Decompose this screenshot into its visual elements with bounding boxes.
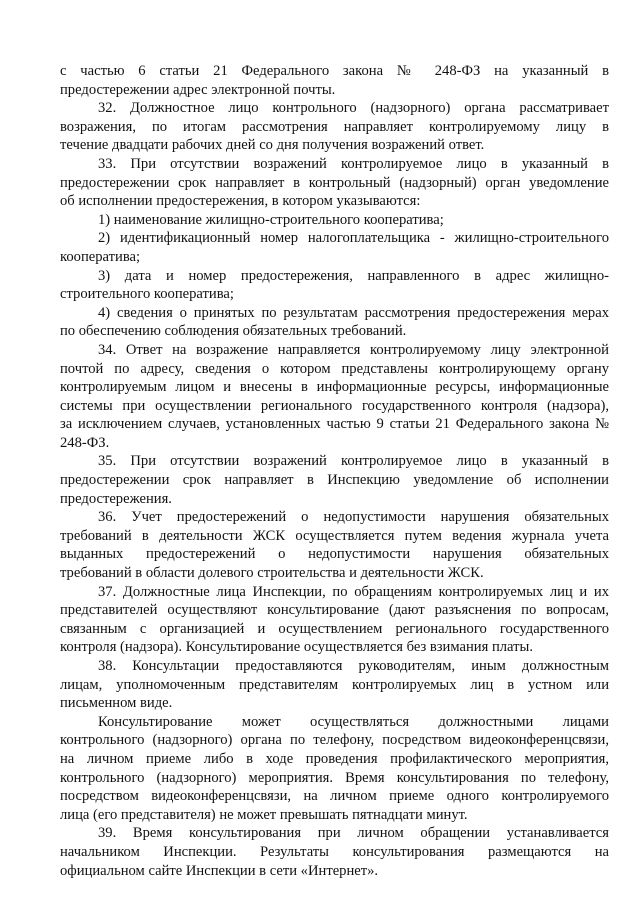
text-line: 35. При отсутствии возражений контролируемое лицо в указанный в: [98, 453, 609, 470]
text-line: об исполнении предостережения, в котором указываются:: [60, 193, 421, 210]
text-line: контрольного (надзорного) органа по телефону, посредством видеоконференцсвязи,: [60, 732, 609, 749]
text-line: за исключением случаев, установленных частью 9 статьи 21 Федерального закона №: [60, 416, 609, 433]
text-line: предостережении адрес электронной почты.: [60, 81, 336, 98]
text-line: требований в области долевого строительства и деятельности ЖСК.: [60, 565, 484, 582]
text-line: посредством видеоконференцсвязи, на личном приеме одного контролируемого: [60, 788, 609, 805]
text-line: системы при осуществлении регионального государственного контроля (надзора),: [60, 397, 609, 414]
text-line: предостережении срок направляет в контрольный (надзорный) орган уведомление: [60, 174, 609, 191]
text-line: 4) сведения о принятых по результатам рассмотрения предостережения мерах: [98, 304, 609, 321]
text-line: течение двадцати рабочих дней со дня получения возражений ответ.: [60, 137, 485, 154]
text-line: 1) наименование жилищно-строительного кооператива;: [98, 211, 444, 228]
text-line: 34. Ответ на возражение направляется контролируемому лицу электронной: [98, 341, 609, 358]
text-line: контроля (надзора). Консультирование осуществляется без взимания платы.: [60, 639, 533, 656]
text-line: 2) идентификационный номер налогоплательщика - жилищно-строительного: [98, 230, 609, 247]
text-line: контролируемым лицом и внесены в информационные ресурсы, информационные: [60, 379, 609, 396]
text-line: предостережения.: [60, 490, 172, 507]
text-line: лицам, уполномоченным представителям контролируемых лиц в устном или: [60, 676, 609, 693]
text-line: с частью 6 статьи 21 Федерального закона № 248-ФЗ на указанный в: [60, 63, 609, 79]
text-line: 33. При отсутствии возражений контролируемое лицо в указанный в: [98, 155, 609, 172]
text-line: 3) дата и номер предостережения, направленного в адрес жилищно-: [98, 267, 609, 284]
text-line: предостережении срок направляет в Инспекцию уведомление об исполнении: [60, 472, 609, 489]
text-line: требований в деятельности ЖСК осуществляется путем ведения журнала учета: [60, 527, 609, 544]
text-line: Консультирование может осуществляться должностными лицами: [98, 713, 609, 730]
text-line: строительного кооператива;: [60, 286, 234, 303]
text-line: лица (его представителя) не может превышать пятнадцати минут.: [60, 806, 468, 823]
text-line: контрольного (надзорного) мероприятия. Время консультирования по телефону,: [60, 769, 609, 786]
text-line: начальником Инспекции. Результаты консультирования размещаются на: [60, 843, 609, 860]
text-line: 39. Время консультирования при личном обращении устанавливается: [98, 825, 609, 842]
text-line: возражения, по итогам рассмотрения направляет контролируемому лицу в: [60, 118, 609, 135]
text-line: 37. Должностные лица Инспекции, по обращениям контролируемых лиц и их: [98, 583, 609, 600]
text-line: письменном виде.: [60, 695, 173, 712]
text-line: выданных предостережений о недопустимости нарушения обязательных: [60, 546, 609, 563]
text-line: почтой по адресу, сведения о котором представлены контролирующему органу: [60, 360, 609, 377]
text-line: 32. Должностное лицо контрольного (надзорного) органа рассматривает: [98, 100, 609, 117]
text-line: представителей осуществляют консультирование (дают разъяснения по вопросам,: [60, 602, 609, 619]
text-line: по обеспечению соблюдения обязательных требований.: [60, 323, 407, 340]
text-line: кооператива;: [60, 248, 141, 265]
text-line: 36. Учет предостережений о недопустимости нарушения обязательных: [98, 509, 609, 526]
text-line: связанным с организацией и осуществлением регионального государственного: [60, 620, 609, 637]
text-line: на личном приеме либо в ходе проведения профилактического мероприятия,: [60, 750, 609, 767]
text-line: 248-ФЗ.: [60, 434, 110, 451]
text-line: официальном сайте Инспекции в сети «Интернет».: [60, 862, 379, 879]
text-line: 38. Консультации предоставляются руководителям, иным должностным: [98, 658, 609, 674]
